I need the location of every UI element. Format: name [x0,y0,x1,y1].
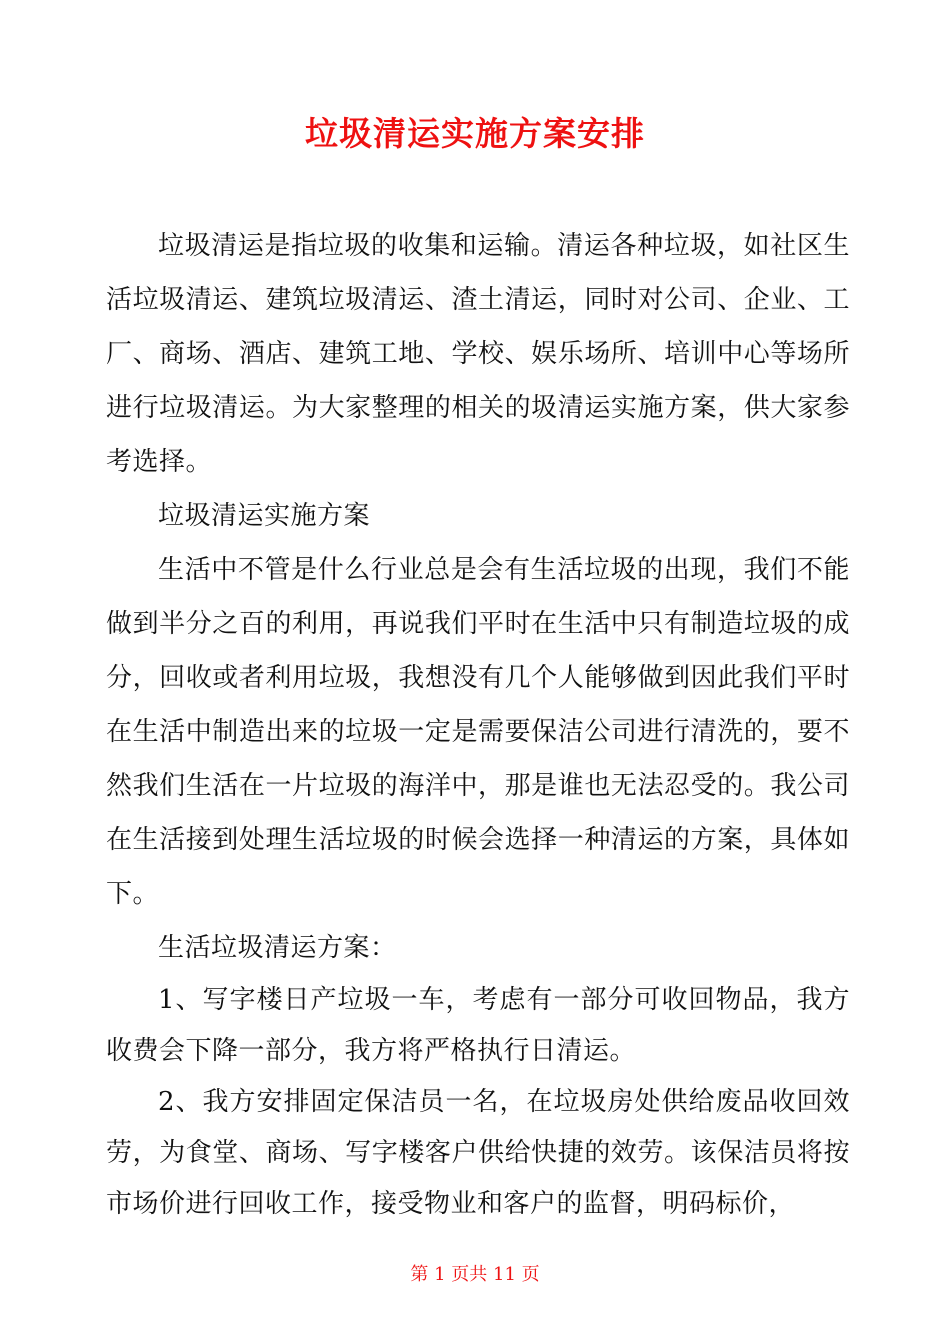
paragraph-heading: 垃圾清运实施方案 [158,501,371,531]
paragraph-overview: 生活中不管是什么行业总是会有生活垃圾的出现，我们不能做到半分之百的利用，再说我们平时在生活中只有制造垃圾的成分，回收或者利用垃圾，我想没有几个人能够做到因此我们平时在生活中制造出来的垃圾一定是需要保洁公司进行清洗的，要不然我们生活在一片垃圾的海洋中，那是谁也无法忍受的。我公司在生活接到处理生活垃圾的时候会选择一种清运的方案，具体如下。 [106,555,850,909]
paragraph-subheading: 生活垃圾清运方案： [158,933,397,963]
paragraph-intro: 垃圾清运是指垃圾的收集和运输。清运各种垃圾，如社区生活垃圾清运、建筑垃圾清运、渣土清运，同时对公司、企业、工厂、商场、酒店、建筑工地、学校、娱乐场所、培训中心等场所进行垃圾清运。为大家整理的相关的圾清运实施方案，供大家参考选择。 [106,231,850,477]
document-title: 垃圾清运实施方案安排 [305,114,645,153]
paragraph-item-2: 2、我方安排固定保洁员一名，在垃圾房处供给废品收回效劳，为食堂、商场、写字楼客户供给快捷的效劳。该保洁员将按市场价进行回收工作，接受物业和客户的监督，明码标价， [106,1087,850,1219]
page-number-footer: 第 1 页共 11 页 [410,1264,540,1285]
document-body [106,219,850,1230]
paragraph-item-1: 1、写字楼日产垃圾一车，考虑有一部分可收回物品，我方收费会下降一部分，我方将严格执行日清运。 [106,985,850,1066]
